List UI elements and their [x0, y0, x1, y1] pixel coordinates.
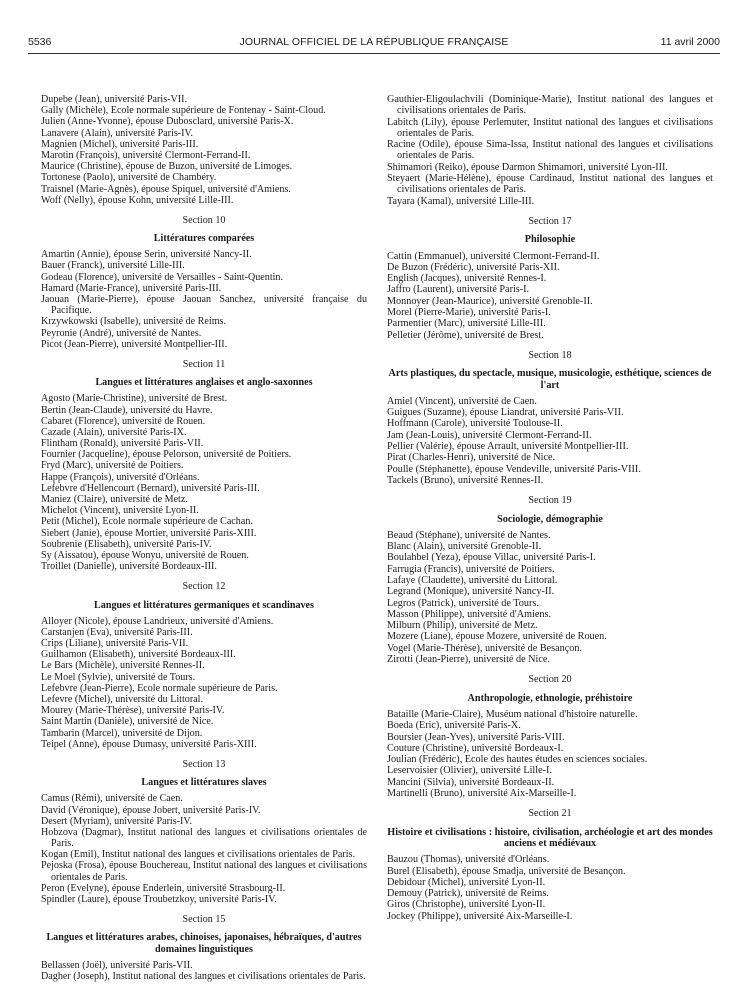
nomination-entry: David (Véronique), épouse Jobert, université Paris-IV. — [41, 804, 261, 816]
nomination-entry: Petit (Michel), Ecole normale supérieure de Cachan. — [41, 516, 253, 528]
nomination-entry: Magnien (Michel), université Paris-III. — [41, 138, 199, 150]
section-title: Langues et littératures germaniques et scandinaves — [94, 599, 314, 611]
nomination-entry: Boursier (Jean-Yves), université Paris-VIII. — [387, 731, 565, 743]
nomination-entry: Monnoyer (Jean-Maurice), université Grenoble-II. — [387, 295, 593, 307]
nomination-entry: Pirat (Charles-Henri), université de Nice. — [387, 452, 556, 464]
nomination-entry: Shimamori (Reiko), épouse Darmon Shimamori, université Lyon-III. — [387, 161, 668, 173]
nomination-entry: Dupebe (Jean), université Paris-VII. — [41, 94, 188, 105]
nomination-entry: Godeau (Florence), université de Versailles - Saint-Quentin. — [41, 271, 283, 283]
nomination-entry: Farrugia (Francis), université de Poitiers. — [387, 563, 555, 575]
nomination-entry: Hamard (Marie-France), université Paris-III. — [41, 282, 222, 294]
nomination-entry: Vogel (Marie-Thérèse), université de Besançon. — [387, 642, 582, 654]
nomination-entry: Kogan (Emil), Institut national des langues et civilisations orientales de Paris. — [41, 849, 355, 861]
nomination-entry: Dagher (Joseph), Institut national des langues et civilisations orientales de Paris. — [41, 970, 366, 982]
nomination-entry: Debidour (Michel), université Lyon-II. — [387, 876, 546, 888]
nomination-entry: Lefebvre d'Hellencourt (Bernard), université Paris-III. — [41, 482, 260, 494]
section-title: Langues et littératures slaves — [141, 777, 267, 789]
nomination-entry: Peron (Evelyne), épouse Enderlein, université Strasbourg-II. — [41, 882, 286, 894]
nomination-entry: Hobzova (Dagmar), Institut national des langues et civilisations orientales de Paris. — [41, 826, 367, 850]
section-number: Section 21 — [528, 808, 572, 820]
nomination-entry: Jaouan (Marie-Pierre), épouse Jaouan Sanchez, université française du Pacifique. — [41, 294, 367, 317]
nomination-entry: Martinelli (Bruno), université Aix-Marseille-I. — [387, 788, 577, 800]
nomination-entry: Poulle (Stéphanette), épouse Vendeville, université Paris-VIII. — [387, 463, 641, 475]
nomination-entry: Jam (Jean-Louis), université Clermont-Ferrand-II. — [387, 429, 592, 441]
nomination-entry: Jaffro (Laurent), université Paris-I. — [387, 284, 530, 296]
section-title: Arts plastiques, du spectacle, musique, musicologie, esthétique, sciences de l'art — [388, 368, 712, 391]
nomination-entry: Woff (Nelly), épouse Kohn, université Lille-III. — [41, 194, 234, 206]
nomination-entry: Happe (François), université d'Orléans. — [41, 471, 200, 483]
nomination-entry: Soubrenie (Elisabeth), université Paris-IV. — [41, 538, 212, 550]
nomination-entry: Bataille (Marie-Claire), Muséum national d'histoire naturelle. — [387, 708, 638, 720]
nomination-entry: Troillet (Danielle), université Bordeaux-III. — [41, 561, 217, 573]
nomination-entry: Michelot (Vincent), université Lyon-II. — [41, 505, 199, 517]
nomination-entry: Saint Martin (Danièle), université de Nice. — [41, 716, 214, 728]
nomination-entry: Guilhamon (Elisabeth), université Bordeaux-III. — [41, 649, 236, 661]
journal-title: JOURNAL OFFICIEL DE LA RÉPUBLIQUE FRANÇAISE — [239, 36, 509, 48]
nomination-entry: Legros (Patrick), université de Tours. — [387, 597, 539, 609]
section-number: Section 11 — [182, 358, 226, 370]
nomination-entry: Maurice (Christine), épouse de Buzon, université de Limoges. — [41, 161, 293, 173]
nomination-entry: Giros (Christophe), université Lyon-II. — [387, 899, 546, 911]
nomination-entry: Flintham (Ronald), université Paris-VII. — [41, 438, 204, 450]
nomination-entry: Racine (Odile), épouse Sima-Issa, Institut national des langues et civilisations orientales de Paris. — [387, 139, 713, 162]
nomination-entry: Tackels (Bruno), université Rennes-II. — [387, 474, 544, 486]
nomination-entry: Krzywkowski (Isabelle), université de Reims. — [41, 316, 227, 328]
nomination-entry: Carstanjen (Eva), université Paris-III. — [41, 626, 193, 638]
page-header — [28, 36, 720, 50]
section-title: Anthropologie, ethnologie, préhistoire — [467, 692, 633, 704]
nomination-entry: Fryd (Marc), université de Poitiers. — [41, 460, 184, 472]
nomination-entry: Morel (Pierre-Marie), université Paris-I. — [387, 307, 551, 319]
left-column — [41, 94, 367, 982]
nomination-entry: Blanc (Alain), université Grenoble-II. — [387, 541, 542, 553]
section-number: Section 10 — [182, 214, 226, 226]
nomination-entry: Bertin (Jean-Claude), université du Havre. — [41, 404, 213, 416]
section-title: Littératures comparées — [153, 233, 255, 245]
nomination-entry: Traisnel (Marie-Agnès), épouse Spiquel, université d'Amiens. — [41, 183, 291, 195]
nomination-entry: Parmentier (Marc), université Lille-III. — [387, 318, 546, 330]
nomination-entry: Legrand (Monique), université Nancy-II. — [387, 586, 555, 598]
nomination-entry: Beaud (Stéphane), université de Nantes. — [387, 529, 551, 541]
nomination-entry: Peyronie (André), université de Nantes. — [41, 327, 202, 339]
nomination-entry: Mancini (Silvia), université Bordeaux-II. — [387, 776, 555, 788]
nomination-entry: Lanavere (Alain), université Paris-IV. — [41, 127, 194, 139]
nomination-entry: Marotin (François), université Clermont-Ferrand-II. — [41, 149, 251, 161]
section-number: Section 12 — [182, 581, 226, 593]
nomination-entry: Crips (Liliane), université Paris-VII. — [41, 638, 189, 650]
nomination-entry: Hoffmann (Carole), université Toulouse-II. — [387, 418, 563, 430]
nomination-entry: Gauthier-Eligoulachvili (Dominique-Marie), Institut national des langues et civilisations orientales de Paris. — [387, 94, 713, 117]
nomination-entry: Lafaye (Claudette), université du Littoral. — [387, 574, 558, 586]
nomination-entry: Bauer (Franck), université Lille-III. — [41, 260, 185, 272]
nomination-entry: Amiel (Vincent), université de Caen. — [387, 395, 537, 407]
nomination-entry: Burel (Elisabeth), épouse Smadja, université de Besançon. — [387, 865, 626, 877]
nomination-entry: Gally (Michèle), Ecole normale supérieure de Fontenay - Saint-Cloud. — [41, 105, 326, 117]
nomination-entry: English (Jacques), université Rennes-I. — [387, 273, 547, 285]
nomination-entry: De Buzon (Frédéric), université Paris-XII. — [387, 261, 560, 273]
nomination-entry: Maniez (Claire), université de Metz. — [41, 494, 188, 505]
nomination-entry: Lefevre (Michel), université du Littoral. — [41, 694, 203, 705]
nomination-entry: Le Moel (Sylvie), université de Tours. — [41, 671, 196, 683]
section-number: Section 15 — [182, 914, 226, 926]
header-rule — [28, 53, 720, 54]
section-title: Philosophie — [524, 234, 576, 246]
nomination-entry: Fournier (Jacqueline), épouse Pelorson, université de Poitiers. — [41, 449, 292, 461]
section-title: Histoire et civilisations : histoire, civilisation, archéologie et art des mondes anciens et médiévaux — [387, 826, 713, 849]
nomination-entry: Lefebvre (Jean-Pierre), Ecole normale supérieure de Paris. — [41, 682, 278, 694]
section-number: Section 19 — [528, 495, 572, 507]
page-number: 5536 — [28, 36, 52, 48]
section-title: Langues et littératures anglaises et anglo-saxonnes — [95, 377, 313, 389]
nomination-entry: Boulahbel (Yeza), épouse Villac, université Paris-I. — [387, 552, 596, 564]
nomination-entry: Tambarin (Marcel), université de Dijon. — [41, 727, 203, 739]
nomination-entry: Spindler (Laure), épouse Troubetzkoy, université Paris-IV. — [41, 894, 277, 905]
nomination-entry: Agosto (Marie-Christine), université de Brest. — [41, 393, 228, 405]
section-number: Section 13 — [182, 758, 226, 770]
nomination-entry: Teipel (Anne), épouse Dumasy, université Paris-XIII. — [41, 738, 257, 750]
section-title: Sociologie, démographie — [497, 513, 603, 525]
section-title: Langues et littératures arabes, chinoises, japonaises, hébraïques, d'autres domaines linguistiques — [46, 932, 362, 955]
issue-date: 11 avril 2000 — [660, 36, 720, 48]
nomination-entry: Joulian (Frédéric), Ecole des hautes études en sciences sociales. — [387, 754, 648, 766]
nomination-entry: Zirotti (Jean-Pierre), université de Nice. — [387, 654, 550, 666]
nomination-entry: Cazade (Alain), université Paris-IX. — [41, 426, 187, 438]
nomination-entry: Desert (Myriam), université Paris-IV. — [41, 815, 192, 827]
nomination-entry: Camus (Rémi), université de Caen. — [41, 793, 183, 805]
nomination-entry: Bellassen (Joël), université Paris-VII. — [41, 959, 193, 971]
nomination-entry: Mozere (Liane), épouse Mozere, université de Rouen. — [387, 631, 607, 643]
nomination-entry: Tortonese (Paolo), université de Chambéry. — [41, 172, 217, 184]
nomination-entry: Jockey (Philippe), université Aix-Marseille-I. — [387, 910, 573, 922]
nomination-entry: Masson (Philippe), université d'Amiens. — [387, 608, 551, 620]
nomination-entry: Boeda (Eric), université Paris-X. — [387, 720, 521, 732]
nomination-entry: Milburn (Philip), université de Metz. — [387, 620, 538, 632]
nomination-entry: Mourey (Marie-Thérèse), université Paris-IV. — [41, 705, 225, 717]
nomination-entry: Couture (Christine), université Bordeaux-I. — [387, 742, 564, 754]
nomination-entry: Pelletier (Jérôme), université de Brest. — [387, 329, 544, 341]
nomination-entry: Alloyer (Nicole), épouse Landrieux, université d'Amiens. — [41, 615, 274, 627]
nomination-entry: Guigues (Suzanne), épouse Liandrat, université Paris-VII. — [387, 407, 624, 419]
nomination-entry: Labitch (Lily), épouse Perlemuter, Institut national des langues et civilisations orientales de Paris. — [387, 116, 713, 139]
section-number: Section 20 — [528, 674, 572, 686]
nomination-entry: Cattin (Emmanuel), université Clermont-Ferrand-II. — [387, 250, 600, 262]
nomination-entry: Pellier (Valérie), épouse Arrault, université Montpellier-III. — [387, 441, 629, 453]
section-number: Section 17 — [528, 215, 572, 227]
right-column — [387, 94, 713, 922]
nomination-entry: Le Bars (Michèle), université Rennes-II. — [41, 660, 205, 672]
nomination-entry: Amartin (Annie), épouse Serin, université Nancy-II. — [41, 249, 252, 261]
nomination-entry: Julien (Anne-Yvonne), épouse Dubosclard, université Paris-X. — [41, 116, 294, 128]
nomination-entry: Leservoisier (Olivier), université Lille-I. — [387, 765, 552, 777]
nomination-entry: Bauzou (Thomas), université d'Orléans. — [387, 854, 550, 866]
nomination-entry: Sy (Aissatou), épouse Wonyu, université de Rouen. — [41, 549, 249, 561]
section-number: Section 18 — [528, 349, 572, 361]
nomination-entry: Siebert (Janie), épouse Mortier, université Paris-XIII. — [41, 527, 257, 539]
nomination-entry: Demouy (Patrick), université de Reims. — [387, 888, 549, 900]
nomination-entry: Picot (Jean-Pierre), université Montpellier-III. — [41, 338, 228, 350]
nomination-entry: Pejoska (Frosa), épouse Bouchereau, Institut national des langues et civilisations orientales de Paris. — [41, 860, 368, 883]
nomination-entry: Tayara (Kamal), université Lille-III. — [387, 195, 535, 207]
nomination-entry: Cabaret (Florence), université de Rouen. — [41, 415, 206, 427]
nomination-entry: Steyaert (Marie-Hélène), épouse Cardinaud, Institut national des langues et civilisations orientales de Paris. — [387, 173, 713, 196]
